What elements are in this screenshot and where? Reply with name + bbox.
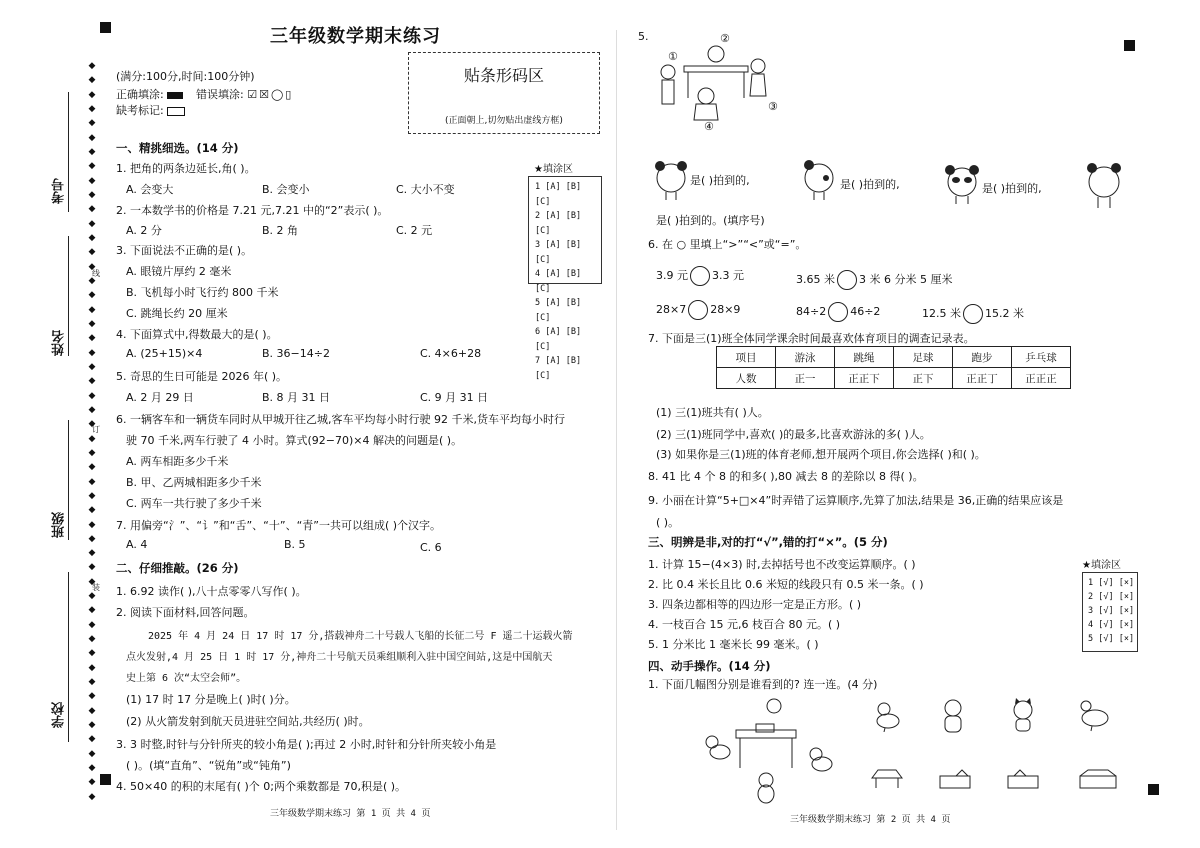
binding-diamond: ◆ [88, 705, 96, 716]
binding-diamond: ◆ [88, 662, 96, 673]
page-seam [616, 30, 617, 830]
compare-circle[interactable] [837, 270, 857, 290]
cat-icon [1008, 698, 1038, 732]
table-view-1-icon [870, 768, 904, 790]
p2-q5-answer-3: 是( )拍到的, [982, 182, 1042, 195]
table-view-2-icon [938, 768, 972, 790]
p2-q5-label: 5. [638, 30, 649, 43]
binding-diamond: ◆ [88, 648, 96, 659]
binding-diamond: ◆ [88, 548, 96, 559]
chick-icon [872, 700, 902, 732]
compare-4-left: 84÷2 [796, 305, 827, 318]
binding-line [68, 236, 69, 356]
survey-cell: 正下 [894, 368, 953, 389]
binding-line [68, 572, 69, 742]
fill-row[interactable]: 2 [√] [×] [1088, 592, 1135, 602]
compare-2[interactable] [796, 270, 952, 290]
survey-head-cell: 项目 [717, 347, 776, 368]
binding-diamond: ◆ [88, 132, 96, 143]
section-4-title: 四、动手操作。(14 分) [648, 659, 771, 673]
compare-1[interactable] [656, 266, 744, 286]
fill-row[interactable]: 4 [A] [B] [C] [535, 269, 582, 294]
compare-5-left: 12.5 米 [922, 307, 961, 320]
binding-diamond: ◆ [88, 146, 96, 157]
wrong-fill-text: 错误填涂: [196, 88, 244, 101]
barcode-title: 贴条形码区 [463, 66, 544, 85]
binding-diamond: ◆ [88, 161, 96, 172]
page-2-footer: 三年级数学期末练习 第 2 页 共 4 页 [790, 815, 951, 825]
q5-option-c: C. 9 月 31 日 [420, 391, 489, 404]
binding-diamond: ◆ [88, 576, 96, 587]
survey-cell: 正正下 [835, 368, 894, 389]
compare-1-left: 3.9 元 [656, 269, 688, 282]
q1-option-a: A. 会变大 [126, 183, 174, 196]
q2-option-b: B. 2 角 [262, 224, 299, 237]
operation-q1: 1. 下面几幅图分别是谁看到的? 连一连。(4 分) [648, 678, 878, 691]
q6-option-a: A. 两车相距多少千米 [126, 455, 229, 468]
desk-scene-illustration [650, 30, 790, 140]
absent-label [116, 102, 185, 118]
q7-option-b: B. 5 [284, 538, 306, 551]
judge-1: 1. 计算 15−(4×3) 时,去掉括号也不改变运算顺序。( ) [648, 558, 916, 571]
table-view-3-icon [1006, 768, 1040, 790]
binding-diamond: ◆ [88, 347, 96, 358]
binding-diamond: ◆ [88, 175, 96, 186]
panda-view-3-icon [942, 162, 982, 206]
hen-icon [1076, 698, 1110, 732]
binding-diamond: ◆ [88, 763, 96, 774]
passage-line2: 点火发射,4 月 25 日 1 时 17 分,神舟二十号航天员乘组顺利入驻中国空间站,这是中国航天 [126, 652, 553, 663]
compare-circle[interactable] [688, 300, 708, 320]
binding-diamond: ◆ [88, 261, 96, 272]
binding-exam-no: 考号 [52, 178, 67, 204]
q4-stem: 4. 下面算式中,得数最大的是( )。 [116, 328, 278, 341]
binding-diamond: ◆ [88, 390, 96, 401]
registration-mark [100, 22, 111, 33]
binding-line [68, 92, 69, 212]
registration-mark [100, 774, 111, 785]
binding-diamond: ◆ [88, 376, 96, 387]
survey-cell: 正一 [776, 368, 835, 389]
barcode-area [408, 52, 600, 134]
binding-diamond: ◆ [88, 118, 96, 129]
q4-option-a: A. (25+15)×4 [126, 347, 203, 360]
binding-diamond: ◆ [88, 419, 96, 430]
q3-option-c: C. 跳绳长约 20 厘米 [126, 307, 228, 320]
binding-diamond: ◆ [88, 189, 96, 200]
fill-q2-part1: (1) 17 时 17 分是晚上( )时( )分。 [126, 693, 296, 706]
binding-school: 学校 [52, 702, 67, 728]
binding-diamond: ◆ [88, 462, 96, 473]
absent-box-icon [167, 107, 185, 116]
binding-word-line: 线 [92, 269, 100, 278]
fill-row[interactable]: 7 [A] [B] [C] [535, 356, 582, 381]
registration-mark [1124, 40, 1135, 51]
table-view-4-icon [1078, 768, 1118, 790]
p2-q5-number-1: ① [668, 50, 678, 63]
correct-fill-label [116, 86, 183, 102]
fill-q2: 2. 阅读下面材料,回答问题。 [116, 606, 255, 619]
binding-word-bind: 装 [92, 583, 100, 592]
q1-option-c: C. 大小不变 [396, 183, 455, 196]
binding-diamond-column [86, 62, 98, 802]
q5-option-b: B. 8 月 31 日 [262, 391, 331, 404]
binding-diamond: ◆ [88, 591, 96, 602]
survey-head-cell: 游泳 [776, 347, 835, 368]
q1-stem: 1. 把角的两条边延长,角( )。 [116, 162, 256, 175]
survey-head-cell: 乒乓球 [1012, 347, 1071, 368]
p2-q6-stem: 6. 在 ○ 里填上“>”“<”或“=”。 [648, 238, 807, 251]
passage-line3: 史上第 6 次“太空会师”。 [126, 673, 247, 684]
binding-diamond: ◆ [88, 304, 96, 315]
binding-diamond: ◆ [88, 505, 96, 516]
survey-head-cell: 跑步 [953, 347, 1012, 368]
score-time: (满分:100分,时间:100分钟) [116, 70, 255, 83]
binding-diamond: ◆ [88, 476, 96, 487]
binding-diamond: ◆ [88, 232, 96, 243]
fill-row[interactable]: 3 [A] [B] [C] [535, 240, 582, 265]
compare-2-right: 3 米 6 分米 5 厘米 [859, 273, 953, 286]
answer-fill-area[interactable] [528, 176, 602, 381]
binding-diamond: ◆ [88, 103, 96, 114]
passage-line1: 2025 年 4 月 24 日 17 时 17 分,搭载神舟二十号载人飞船的长征二号 F 遥二十运载火箭 [148, 631, 573, 642]
binding-diamond: ◆ [88, 404, 96, 415]
filled-sample-icon [167, 92, 183, 99]
binding-diamond: ◆ [88, 318, 96, 329]
fill-q3-line1: 3. 3 时整,时针与分针所夹的较小角是( );再过 2 小时,时针和分针所夹较小角是 [116, 738, 497, 751]
fill-row[interactable]: 5 [√] [×] [1088, 634, 1135, 644]
fill-row[interactable]: 5 [A] [B] [C] [535, 298, 582, 323]
binding-line [68, 420, 69, 540]
fill-area-title: ★填涂区 [534, 164, 573, 175]
fill-q1: 1. 6.92 读作( ),八十点零零八写作( )。 [116, 585, 307, 598]
q3-option-b: B. 飞机每小时飞行约 800 千米 [126, 286, 279, 299]
q6-option-b: B. 甲、乙两城相距多少千米 [126, 476, 262, 489]
binding-diamond: ◆ [88, 777, 96, 788]
binding-diamond: ◆ [88, 333, 96, 344]
compare-1-right: 3.3 元 [712, 269, 744, 282]
barcode-note: (正面朝上,切勿贴出虚线方框) [445, 116, 563, 126]
p2-q9-line2: ( )。 [656, 516, 680, 529]
survey-data-row [717, 368, 1071, 389]
fill-row[interactable]: 2 [A] [B] [C] [535, 211, 582, 236]
binding-name: 姓名 [52, 330, 67, 356]
p2-q7-stem: 7. 下面是三(1)班全体同学课余时间最喜欢体育项目的调查记录表。 [648, 332, 975, 345]
binding-diamond: ◆ [88, 218, 96, 229]
binding-diamond: ◆ [88, 748, 96, 759]
answer-fill-area-2[interactable] [1082, 572, 1138, 652]
judge-4: 4. 一枝百合 15 元,6 枝百合 80 元。( ) [648, 618, 841, 631]
q7-stem: 7. 用偏旁“氵”、“讠”和“舌”、“十”、“青”一共可以组成( )个汉字。 [116, 519, 442, 532]
binding-diamond: ◆ [88, 562, 96, 573]
compare-4-right: 46÷2 [850, 305, 881, 318]
q3-stem: 3. 下面说法不正确的是( )。 [116, 244, 253, 257]
fill-area-2-title: ★填涂区 [1082, 560, 1121, 571]
compare-5-right: 15.2 米 [985, 307, 1024, 320]
p2-q5-answer-tail: 是( )拍到的。(填序号) [656, 214, 765, 227]
q3-option-a: A. 眼镜片厚约 2 毫米 [126, 265, 232, 278]
binding-diamond: ◆ [88, 720, 96, 731]
compare-circle[interactable] [690, 266, 710, 286]
fill-row[interactable]: 1 [√] [×] [1088, 578, 1135, 588]
binding-diamond: ◆ [88, 619, 96, 630]
judge-2: 2. 比 0.4 米长且比 0.6 米短的线段只有 0.5 米一条。( ) [648, 578, 924, 591]
fill-row[interactable]: 6 [A] [B] [C] [535, 327, 582, 352]
bear-back-icon [940, 698, 966, 734]
fill-q4: 4. 50×40 的积的末尾有( )个 0;两个乘数都是 70,积是( )。 [116, 780, 407, 793]
p2-q5-number-4: ④ [704, 120, 714, 133]
fill-row[interactable]: 3 [√] [×] [1088, 606, 1135, 616]
survey-cell: 人数 [717, 368, 776, 389]
binding-diamond: ◆ [88, 533, 96, 544]
q5-option-a: A. 2 月 29 日 [126, 391, 194, 404]
binding-diamond: ◆ [88, 634, 96, 645]
binding-word-seal: 订 [92, 425, 100, 434]
binding-diamond: ◆ [88, 791, 96, 802]
survey-cell: 正正丁 [953, 368, 1012, 389]
compare-3-right: 28×9 [710, 303, 741, 316]
compare-circle[interactable] [963, 304, 983, 324]
binding-diamond: ◆ [88, 75, 96, 86]
q6-stem-line2: 驶 70 千米,两车行驶了 4 小时。算式(92−70)×4 解决的问题是( )。 [126, 434, 463, 447]
p2-q7-part2: (2) 三(1)班同学中,喜欢( )的最多,比喜欢游泳的多( )人。 [656, 428, 931, 441]
binding-diamond: ◆ [88, 447, 96, 458]
binding-diamond: ◆ [88, 433, 96, 444]
fill-row[interactable]: 1 [A] [B] [C] [535, 182, 582, 207]
compare-3-left: 28×7 [656, 303, 687, 316]
section-3-title: 三、明辨是非,对的打“√”,错的打“×”。(5 分) [648, 535, 888, 549]
page-1-footer: 三年级数学期末练习 第 1 页 共 4 页 [270, 809, 431, 819]
q1-option-b: B. 会变小 [262, 183, 310, 196]
fill-q3-line2: ( )。(填“直角”、“锐角”或“钝角”) [126, 759, 291, 772]
q4-option-c: C. 4×6+28 [420, 347, 482, 360]
registration-mark [1148, 784, 1159, 795]
binding-diamond: ◆ [88, 490, 96, 501]
wrong-fill-label [196, 86, 293, 102]
p2-q5-number-2: ② [720, 32, 730, 45]
binding-diamond: ◆ [88, 605, 96, 616]
fill-q2-part2: (2) 从火箭发射到航天员进驻空间站,共经历( )时。 [126, 715, 370, 728]
fill-row[interactable]: 4 [√] [×] [1088, 620, 1135, 630]
binding-diamond: ◆ [88, 677, 96, 688]
survey-head-cell: 跳绳 [835, 347, 894, 368]
wrong-fill-samples-icon: ☑☒◯▯ [247, 88, 294, 101]
survey-head-cell: 足球 [894, 347, 953, 368]
panda-view-1-icon [652, 158, 690, 202]
q4-option-b: B. 36−14÷2 [262, 347, 330, 360]
binding-diamond: ◆ [88, 290, 96, 301]
panda-view-2-icon [800, 158, 838, 202]
q2-option-c: C. 2 元 [396, 224, 433, 237]
binding-diamond: ◆ [88, 247, 96, 258]
q6-option-c: C. 两车一共行驶了多少千米 [126, 497, 262, 510]
compare-2-left: 3.65 米 [796, 273, 835, 286]
q7-option-a: A. 4 [126, 538, 148, 551]
q2-stem: 2. 一本数学书的价格是 7.21 元,7.21 中的“2”表示( )。 [116, 204, 389, 217]
binding-diamond: ◆ [88, 691, 96, 702]
p2-q7-part3: (3) 如果你是三(1)班的体育老师,想开展两个项目,你会选择( )和( )。 [656, 448, 986, 461]
survey-header-row [717, 347, 1071, 368]
binding-diamond: ◆ [88, 519, 96, 530]
q7-option-c: C. 6 [420, 541, 442, 554]
panda-view-4-icon [1084, 160, 1124, 210]
p2-q5-number-3: ③ [768, 100, 778, 113]
p2-q9-line1: 9. 小丽在计算“5+□×4”时弄错了运算顺序,先算了加法,结果是 36,正确的结果应该是 [648, 494, 1064, 507]
animals-around-table-illustration [696, 696, 836, 804]
binding-diamond: ◆ [88, 275, 96, 286]
binding-diamond: ◆ [88, 734, 96, 745]
judge-5: 5. 1 分米比 1 毫米长 99 毫米。( ) [648, 638, 819, 651]
compare-4[interactable] [796, 302, 880, 322]
p2-q5-answer-2: 是( )拍到的, [840, 178, 900, 191]
binding-diamond: ◆ [88, 61, 96, 71]
p2-q8: 8. 41 比 4 个 8 的和多( ),80 减去 8 的差除以 8 得( )。 [648, 470, 924, 483]
survey-cell: 正正正 [1012, 368, 1071, 389]
p2-q7-part1: (1) 三(1)班共有( )人。 [656, 406, 769, 419]
survey-table [716, 346, 1071, 389]
compare-circle[interactable] [828, 302, 848, 322]
q5-stem: 5. 奇思的生日可能是 2026 年( )。 [116, 370, 288, 383]
binding-diamond: ◆ [88, 204, 96, 215]
q2-option-a: A. 2 分 [126, 224, 162, 237]
section-2-title: 二、仔细推敲。(26 分) [116, 561, 239, 575]
page-title: 三年级数学期末练习 [270, 26, 441, 47]
binding-diamond: ◆ [88, 361, 96, 372]
compare-5[interactable] [922, 304, 1024, 324]
compare-3[interactable] [656, 300, 740, 320]
binding-diamond: ◆ [88, 89, 96, 100]
p2-q5-answer-1: 是( )拍到的, [690, 174, 750, 187]
correct-fill-text: 正确填涂: [116, 88, 164, 101]
judge-3: 3. 四条边都相等的四边形一定是正方形。( ) [648, 598, 862, 611]
binding-class: 班级 [52, 512, 67, 538]
absent-text: 缺考标记: [116, 104, 164, 117]
section-1-title: 一、精挑细选。(14 分) [116, 141, 239, 155]
q6-stem-line1: 6. 一辆客车和一辆货车同时从甲城开往乙城,客车平均每小时行驶 92 千米,货车平均每小时行 [116, 413, 565, 426]
